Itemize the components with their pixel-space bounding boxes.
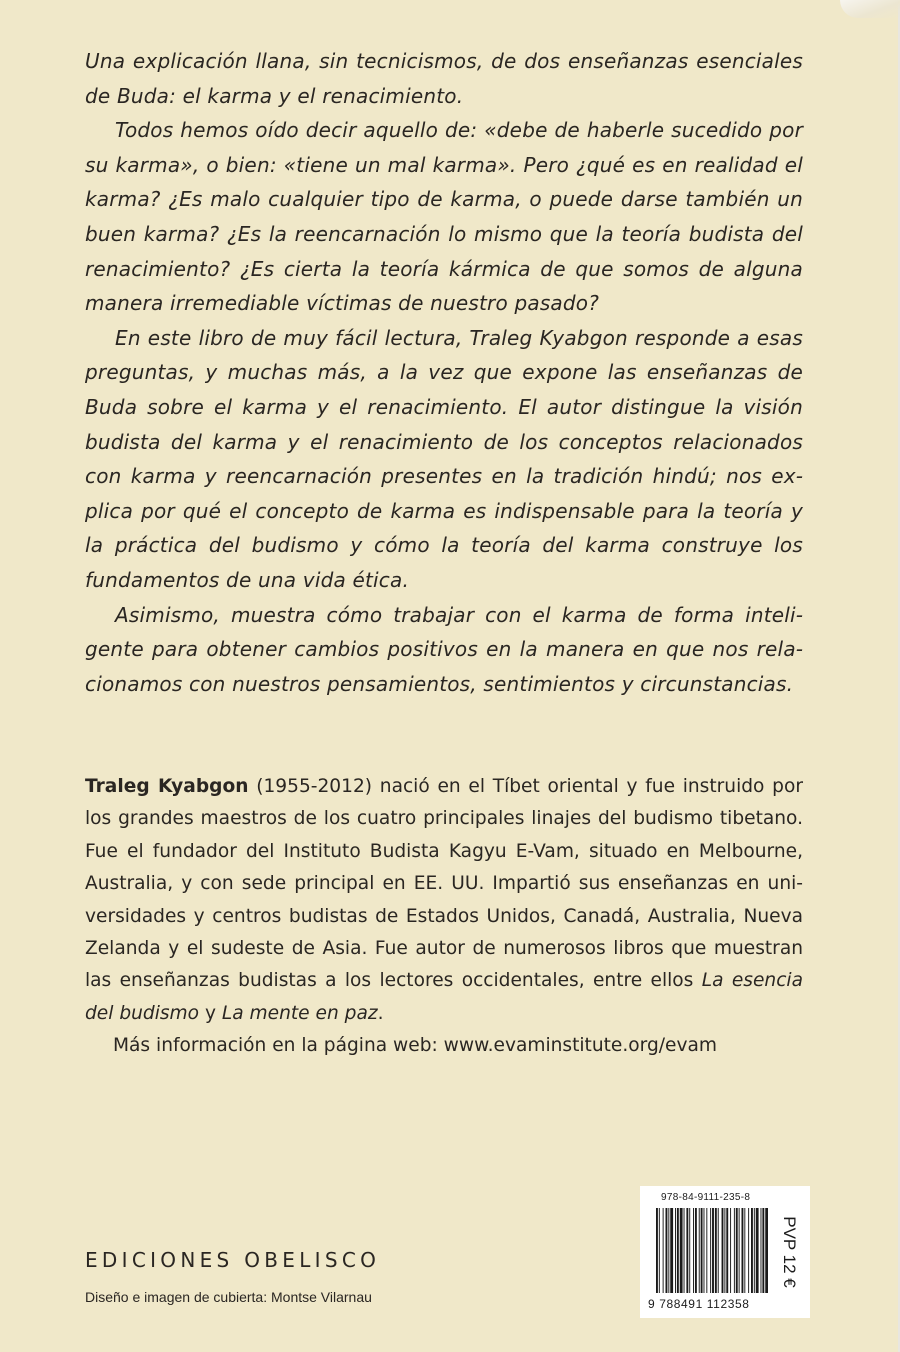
ean-digits: 9 788491 112358	[648, 1297, 750, 1311]
author-bio-text-3: .	[377, 1002, 384, 1024]
blurb-paragraph-3: En este libro de muy fácil lectura, Traleg Kyabgon responde a esas preguntas, y muchas más, a la vez que expone las enseñanzas de Buda sobre el karma y el renacimiento. El autor distingue la visión budista del karma y el renacimiento de los conceptos relacionados con karma y reencarnación presentes en la tradición hindú; nos explica por qué el concepto de karma es indispensable para la teoría y la práctica del budismo y cómo la teoría del karma construye los fundamentos de una vida ética.	[85, 325, 803, 592]
author-bio-paragraph	[85, 771, 803, 1030]
publisher-name: EDICIONES OBELISCO	[85, 1248, 381, 1272]
blurb-paragraph-1: Una explicación llana, sin tecnicismos, de dos enseñanzas esenciales de Buda: el karma y el renacimiento.	[85, 49, 803, 108]
author-bio	[85, 771, 803, 1063]
isbn-text: 978-84-9111-235-8	[661, 1192, 751, 1203]
cover-credit: Diseño e imagen de cubierta: Montse Vilarnau	[85, 1289, 372, 1305]
more-info-line: Más información en la página web: www.evaminstitute.org/evam	[113, 1035, 717, 1057]
blurb-paragraph-4: Asimismo, muestra cómo trabajar con el karma de forma inteligente para obtener cambios positivos en la manera en que nos relacionamos con nuestros pensamientos, sentimientos y circunstancias.	[85, 602, 803, 696]
book-title-2: La mente en paz	[221, 1002, 378, 1024]
price-label: PVP 12 €	[780, 1216, 799, 1288]
author-name: Traleg Kyabgon	[85, 776, 249, 797]
book-title-1: La esencia del budismo	[85, 970, 803, 1024]
page-corner-curl	[840, 0, 900, 18]
author-bio-text-2: y	[199, 1002, 222, 1024]
barcode-icon	[656, 1208, 768, 1293]
book-blurb	[85, 44, 803, 701]
blurb-paragraph-2: Todos hemos oído decir aquello de: «debe de haberle sucedido por su karma», o bien: «tiene un mal karma». Pero ¿qué es en realidad el karma? ¿Es malo cualquier tipo de karma, o puede darse también un buen karma? ¿Es la reencarnación lo mismo que la teoría budista del renacimiento? ¿Es cierta la teoría kármica de que somos de alguna manera irremediable víctimas de nuestro pasado?	[85, 118, 803, 316]
author-bio-text-1: (1955-2012) nació en el Tíbet oriental y fue instruido por los grandes maestros de los cuatro principales linajes del budismo tibetano. Fue el fundador del Instituto Budista Kagyu E-Vam, situado en Melbourne, Australia, y con sede principal en EE. UU. Impartió sus enseñanzas en universidades y centros budistas de Estados Unidos, Canadá, Australia, Nueva Zelanda y el sudeste de Asia. Fue autor de numerosos libros que muestran las enseñanzas budistas a los lectores occidentales, entre ellos	[85, 776, 803, 992]
